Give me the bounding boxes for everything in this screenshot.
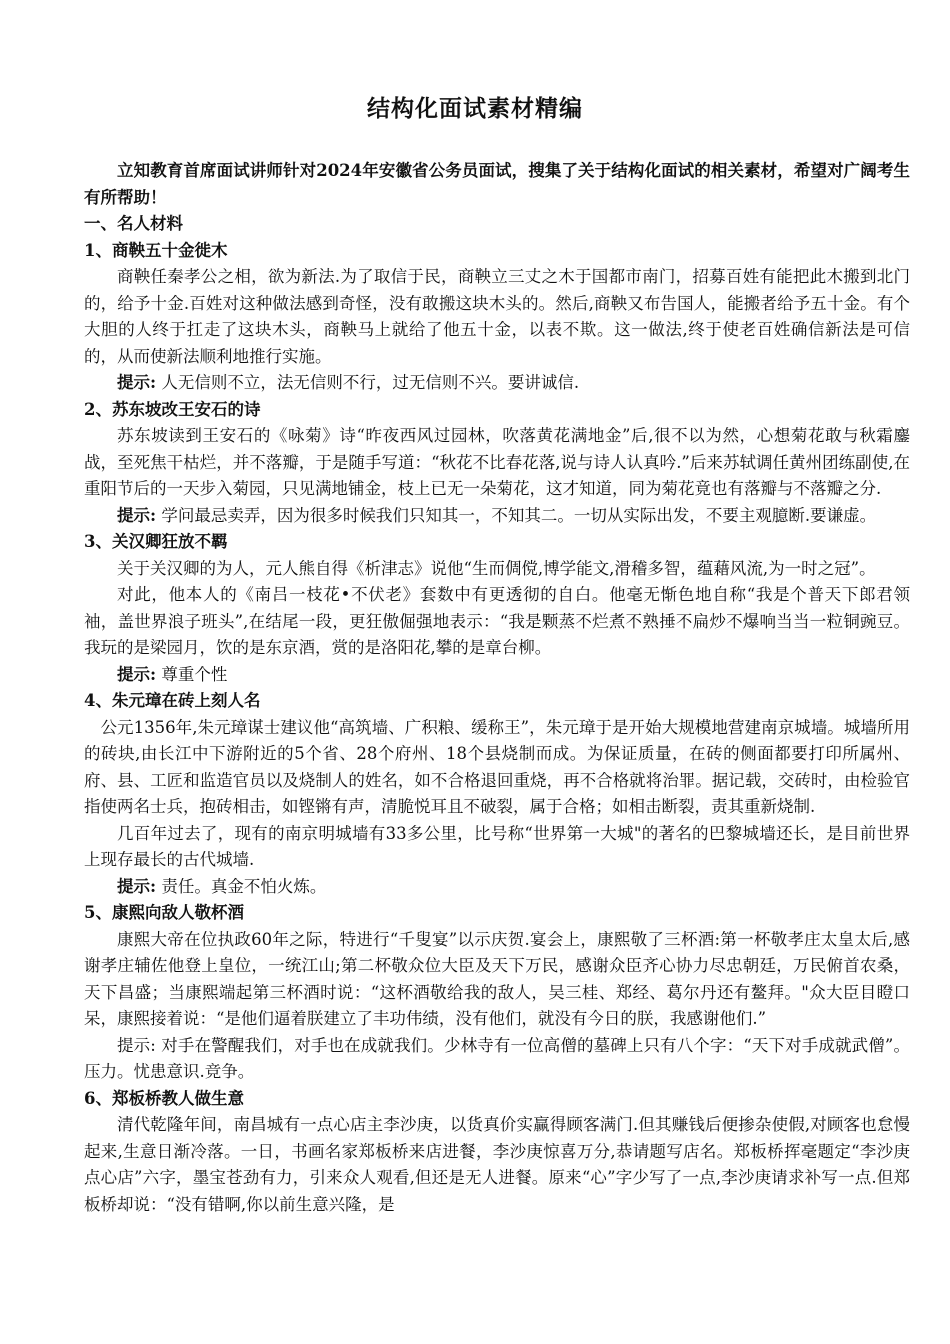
item-heading: 4、朱元璋在砖上刻人名 bbox=[84, 691, 261, 710]
tip-paragraph bbox=[84, 370, 910, 397]
item-paragraph: 苏东坡读到王安石的《咏菊》诗“昨夜西风过园林，吹落黄花满地金”后,很不以为然，心想菊花敢与秋霜鏖战，至死焦干枯烂，并不落瓣，于是随手写道：“秋花不比春花落,说与诗人认真吟.”后来苏轼调任黄州团练副使,在重阳节后的一天步入菊园，只见满地铺金，枝上已无一朵菊花，这才知道，同为菊花竟也有落瓣与不落瓣之分. bbox=[84, 426, 910, 498]
item-paragraph: 商鞅任秦孝公之相，欲为新法.为了取信于民，商鞅立三丈之木于国都市南门，招募百姓有能把此木搬到北门的，给予十金.百姓对这种做法感到奇怪，没有敢搬这块木头的。然后,商鞅又布告国人，能搬者给予五十金。有个大胆的人终于扛走了这块木头，商鞅马上就给了他五十金，以表不欺。这一做法,终于使老百姓确信新法是可信的，从而使新法顺利地推行实施。 bbox=[84, 267, 910, 366]
tip-text: 尊重个性 bbox=[156, 664, 228, 684]
tip-paragraph bbox=[84, 1033, 910, 1086]
tip-label: 提示: bbox=[117, 876, 157, 896]
item-heading: 3、关汉卿狂放不羁 bbox=[84, 532, 228, 551]
item-heading: 6、郑板桥教人做生意 bbox=[84, 1088, 244, 1108]
tip-label: 提示: bbox=[117, 1035, 156, 1055]
tip-text: 人无信则不立，法无信则不行，过无信则不兴。要讲诚信. bbox=[156, 373, 580, 392]
item-heading: 2、苏东坡改王安石的诗 bbox=[84, 399, 261, 419]
item-paragraph: 关于关汉卿的为人，元人熊自得《析津志》说他“生而倜傥,博学能文,滑稽多智，蕴藉风流,为一时之冠”。 bbox=[117, 558, 876, 578]
item-paragraph: 清代乾隆年间，南昌城有一点心店主李沙庚，以货真价实赢得顾客满门.但其赚钱后便掺杂使假,对顾客也怠慢起来,生意日渐冷落。一日，书画名家郑板桥来店进餐，李沙庚惊喜万分,恭请题写店名。郑板桥挥毫题定“李沙庚点心店”六字，墨宝苍劲有力，引来众人观看,但还是无人进餐。原来“心”字少写了一点,李沙庚请求补写一点.但郑板桥却说：“没有错啊,你以前生意兴隆，是 bbox=[84, 1115, 910, 1214]
tip-label: 提示: bbox=[117, 664, 157, 684]
item-paragraph: 康熙大帝在位执政60年之际，特进行“千叟宴”以示庆贺.宴会上，康熙敬了三杯酒:第一杯敬孝庄太皇太后,感谢孝庄辅佐他登上皇位，一统江山;第二杯敬众位大臣及天下万民，感谢众臣齐心协力尽忠朝廷，万民俯首农桑，天下昌盛；当康熙端起第三杯酒时说：“这杯酒敬给我的敌人，吴三桂、郑经、葛尔丹还有鳌拜。"众大臣目瞪口呆，康熙接着说：“是他们逼着朕建立了丰功伟绩，没有他们，就没有今日的朕，我感谢他们.” bbox=[84, 929, 910, 1028]
intro-paragraph: 立知教育首席面试讲师针对2024年安徽省公务员面试，搜集了关于结构化面试的相关素材，希望对广阔考生有所帮助！ bbox=[84, 161, 910, 207]
item-paragraph: 对此，他本人的《南吕一枝花•不伏老》套数中有更透彻的自白。他毫无惭色地自称“我是个普天下郎君领袖，盖世界浪子班头”,在结尾一段，更狂傲倔强地表示：“我是颗蒸不烂煮不熟捶不扁炒不爆响当当一粒铜豌豆。我玩的是梁园月，饮的是东京酒，赏的是洛阳花,攀的是章台柳。 bbox=[84, 585, 910, 657]
tip-paragraph bbox=[84, 874, 910, 901]
document-body bbox=[84, 158, 910, 1218]
tip-text: 对手在警醒我们，对手也在成就我们。少林寺有一位高僧的墓碑上只有八个字：“天下对手成就武僧”。压力。忧患意识.竞争。 bbox=[84, 1035, 910, 1081]
item-paragraph: 几百年过去了，现有的南京明城墙有33多公里，比号称“世界第一大城"的著名的巴黎城墙还长，是目前世界上现存最长的古代城墙. bbox=[84, 823, 910, 869]
document-title: 结构化面试素材精编 bbox=[367, 95, 583, 122]
item-paragraph: 公元1356年,朱元璋谋士建议他“高筑墙、广积粮、缓称王”，朱元璋于是开始大规模地营建南京城墙。城墙所用的砖块,由长江中下游附近的5个省、28个府州、18个县烧制而成。为保证质量，在砖的侧面都要打印所属州、府、县、工匠和监造官员以及烧制人的姓名，如不合格退回重烧，再不合格就将治罪。据记载，交砖时，由检验官指使两名士兵，抱砖相击，如铿锵有声，清脆悦耳且不破裂，属于合格；如相击断裂，责其重新烧制. bbox=[84, 717, 910, 816]
tip-paragraph bbox=[84, 503, 910, 530]
item-heading: 5、康熙向敌人敬杯酒 bbox=[84, 903, 244, 922]
tip-text: 责任。真金不怕火炼。 bbox=[156, 876, 327, 896]
tip-paragraph bbox=[84, 662, 910, 689]
tip-label: 提示: bbox=[117, 505, 157, 525]
tip-label: 提示: bbox=[117, 373, 157, 392]
item-heading: 1、商鞅五十金徙木 bbox=[84, 240, 228, 260]
tip-text: 学问最忌卖弄，因为很多时候我们只知其一，不知其二。一切从实际出发，不要主观臆断.要谦虚。 bbox=[156, 505, 877, 525]
section-heading: 一、名人材料 bbox=[84, 214, 183, 233]
